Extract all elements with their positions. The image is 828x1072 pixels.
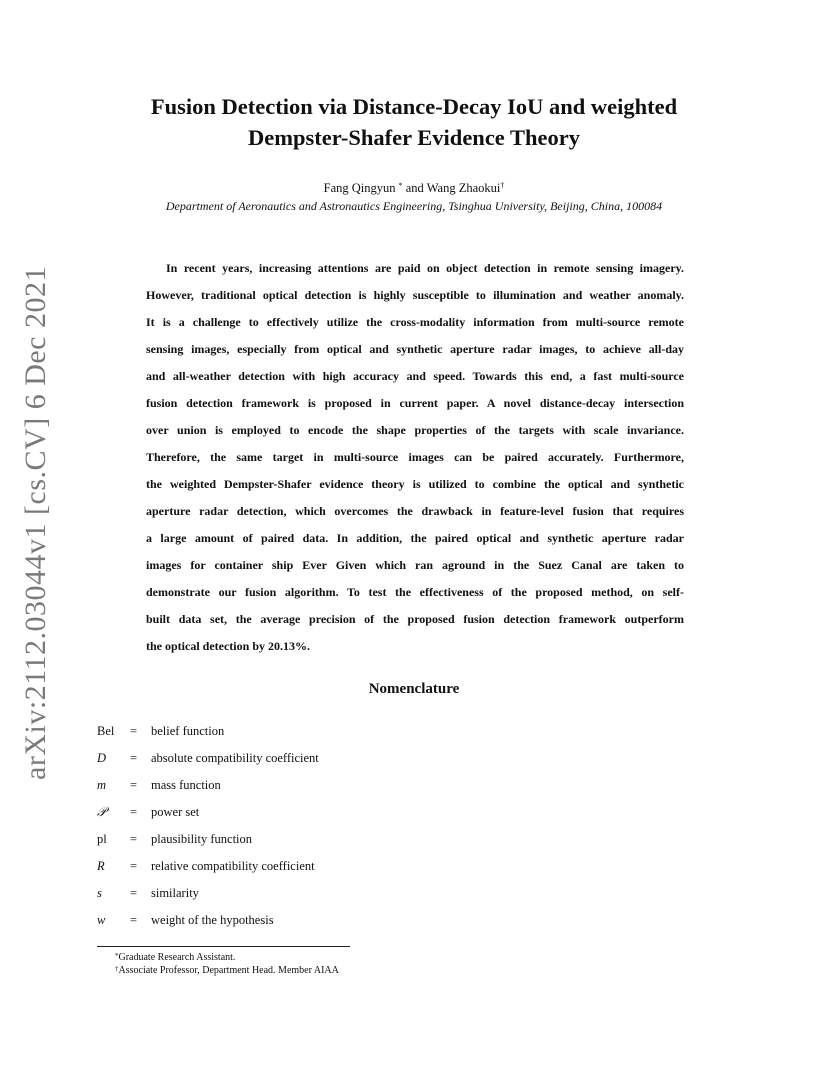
abstract-line: fusion detection framework is proposed in current paper. A novel distance-decay intersection <box>146 396 684 410</box>
author-1: Fang Qingyun <box>323 181 396 195</box>
nomenclature-symbol: pl <box>97 832 107 846</box>
author-connector: and <box>405 181 424 195</box>
author-2: Wang Zhaokui <box>426 181 501 195</box>
nomenclature-definition: absolute compatibility coefficient <box>151 751 319 765</box>
nomenclature-symbol: D <box>97 751 107 765</box>
abstract-line: It is a challenge to effectively utilize the cross-modality information from multi-source remote <box>146 315 684 329</box>
nomenclature-definition: plausibility function <box>151 832 253 846</box>
footnote-1 <box>115 951 339 964</box>
nomenclature-definition: power set <box>151 805 200 819</box>
footnote-1-mark: * <box>115 952 119 960</box>
nomenclature-equals: = <box>130 859 138 873</box>
abstract-line: In recent years, increasing attentions are paid on object detection in remote sensing imagery. <box>166 261 684 275</box>
abstract-line: built data set, the average precision of the proposed fusion detection framework outperform <box>146 612 684 626</box>
footnote-2 <box>115 964 339 977</box>
footnote-1-text: Graduate Research Assistant. <box>118 952 236 963</box>
abstract-line: a large amount of paired data. In addition, the paired optical and synthetic aperture radar <box>146 531 684 545</box>
abstract-line: sensing images, especially from optical and synthetic aperture radar images, to achieve all-day <box>146 342 684 356</box>
title-line-1: Fusion Detection via Distance-Decay IoU and weighted <box>150 94 678 119</box>
nomenclature-definition: weight of the hypothesis <box>151 913 274 927</box>
nomenclature-equals: = <box>130 805 138 819</box>
abstract <box>146 255 684 660</box>
nomenclature-definition: mass function <box>151 778 221 792</box>
nomenclature-equals: = <box>130 751 138 765</box>
nomenclature-equals: = <box>130 913 138 927</box>
nomenclature-definition: relative compatibility coefficient <box>151 859 315 873</box>
abstract-line: over union is employed to encode the shape properties of the targets with scale invariance. <box>146 423 684 437</box>
footnote-2-mark: † <box>115 965 119 973</box>
nomenclature-symbol: Bel <box>97 724 115 738</box>
author-2-footnote-mark: † <box>500 181 505 190</box>
nomenclature-equals: = <box>130 724 138 738</box>
nomenclature-definition: belief function <box>151 724 225 738</box>
abstract-line: However, traditional optical detection is highly susceptible to illumination and weather anomaly. <box>146 288 684 302</box>
arxiv-side-stamp: arXiv:2112.03044v1 [cs.CV] 6 Dec 2021 <box>19 266 52 780</box>
footnotes <box>115 951 339 977</box>
nomenclature-symbol: s <box>97 886 102 900</box>
affiliation: Department of Aeronautics and Astronautics Engineering, Tsinghua University, Beijing, China, 100084 <box>165 199 663 213</box>
abstract-line: aperture radar detection, which overcomes the drawback in feature-level fusion that requires <box>146 504 684 518</box>
nomenclature-equals: = <box>130 832 138 846</box>
title-line-2: Dempster-Shafer Evidence Theory <box>247 125 581 150</box>
abstract-line: images for container ship Ever Given which ran aground in the Suez Canal are taken to <box>146 558 684 572</box>
author-1-footnote-mark: * <box>398 181 403 190</box>
abstract-line: the optical detection by 20.13%. <box>146 639 310 653</box>
nomenclature-symbol: 𝒫 <box>97 805 107 819</box>
nomenclature-symbol: R <box>97 859 105 873</box>
nomenclature-equals: = <box>130 886 138 900</box>
nomenclature-heading: Nomenclature <box>368 681 460 697</box>
paper-title <box>120 91 708 153</box>
author-line <box>100 180 728 196</box>
abstract-line: demonstrate our fusion algorithm. To test the effectiveness of the proposed method, on self- <box>146 585 684 599</box>
footnote-rule <box>97 946 350 947</box>
footnote-2-text: Associate Professor, Department Head. Member AIAA <box>118 965 339 976</box>
abstract-line: and all-weather detection with high accuracy and speed. Towards this end, a fast multi-source <box>146 369 684 383</box>
nomenclature-equals: = <box>130 778 138 792</box>
nomenclature-definition: similarity <box>151 886 199 900</box>
abstract-line: Therefore, the same target in multi-source images can be paired accurately. Furthermore, <box>146 450 684 464</box>
abstract-line: the weighted Dempster-Shafer evidence theory is utilized to combine the optical and synthetic <box>146 477 684 491</box>
nomenclature-symbol: m <box>97 778 107 792</box>
nomenclature-symbol: w <box>97 913 106 927</box>
